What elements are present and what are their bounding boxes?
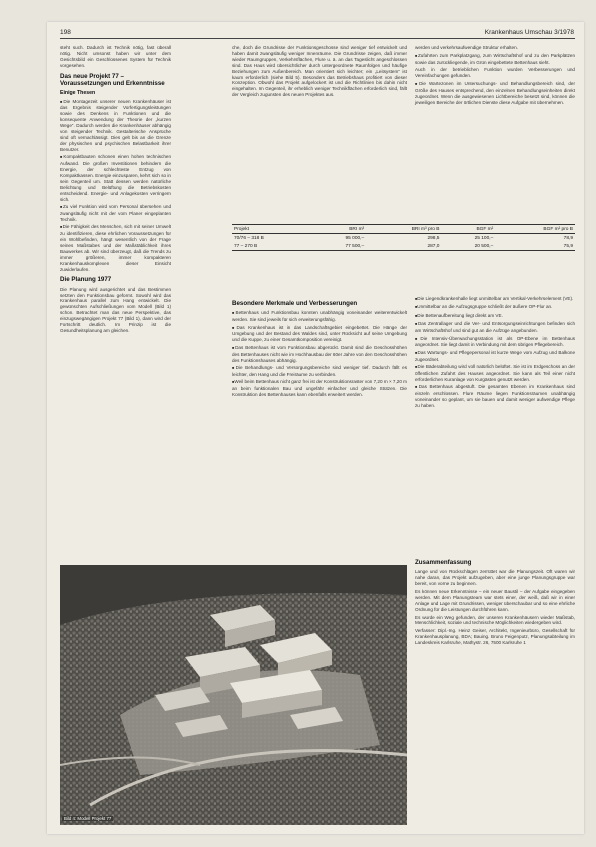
list-item: ■ Die Bäderabteilung wird voll natürlich belüftet. Sie ist im Erdgeschoss an der öffentlichen Zufahrt des Hauses angeordnet. Sie kann als Teil einer nicht erforderlichen Kuranlage von Kurgästen genutzt werden. bbox=[415, 364, 575, 383]
list-item: ■ Das Bettenhaus ist vom Funktionsbau abgerückt. Damit sind die Geschosshöhen des Bettenhauses nicht wie im Hochhausbau der 60er Jahre von den Geschosshöhen des Funktionshauses abhängig. bbox=[232, 345, 407, 364]
table-header: Projekt bbox=[232, 225, 312, 234]
table-cell: 70/76 – 318 B bbox=[234, 235, 264, 241]
list-item: ■ Unmittelbar an die Aufzugsgruppe schließt der äußere OP-Flur an. bbox=[415, 304, 575, 311]
table-cell: 77 – 270 B bbox=[232, 242, 312, 251]
planning-text: Die Planung wird ausgerichtet und das Bestimmen setzten den Funktionsbau geformt. Sowohl wird das Krankenhaus parallel zum Hang entwickelt. Die gewünschten Aufschließungen vom Modell (Bild 1) schon. Betrachtet man das neue Perspektive, das einzugswegängigen Projekt 77 (Bild 1), dann wird der Fortschritt deutlich. Im Prinzip ist die Gesundheitsplanung am gleichen. bbox=[60, 286, 171, 333]
heading-new-project: Das neue Projekt 77 – Voraussetzungen und Erkenntnisse bbox=[60, 72, 165, 87]
improvements-list bbox=[415, 296, 575, 409]
table-cell: 77 500,– bbox=[312, 242, 366, 251]
list-item: ■ Die Bettenaufbereitung liegt direkt am VE. bbox=[415, 313, 575, 320]
table-header: BGF m² pro B bbox=[495, 225, 575, 234]
table-header-row bbox=[232, 225, 575, 234]
column-3-lower bbox=[415, 296, 575, 411]
header-rule bbox=[60, 38, 575, 39]
list-item: ■ Das Bettenhaus abgestuft. Die gesamten Ebenen im Krankenhaus sind einzeln erschlossen. Flure Räume liegen Funktionsräumen unabhängig voneinander so geplant, um sie bauen und damit weniger aufwendige Pflege zu haben. bbox=[415, 384, 575, 409]
table-cell: 78,9 bbox=[563, 235, 573, 241]
column-2-lower bbox=[232, 296, 407, 399]
column-3-list bbox=[415, 53, 575, 66]
column-3-list-2 bbox=[415, 81, 575, 106]
table-cell: 75,9 bbox=[495, 242, 575, 251]
running-title: Krankenhaus Umschau 3/1978 bbox=[484, 29, 574, 36]
photo-caption: Bild 4: Modell Projekt 77 bbox=[64, 816, 112, 821]
list-item: ■ Das Zentrallager und die Ver- und Entsorgungseinrichtungen befinden sich am Wirtschaftshof und sind gut an die Aufzüge angebunden. bbox=[415, 321, 575, 334]
column-1 bbox=[60, 45, 171, 336]
model-photo bbox=[60, 565, 407, 825]
credits: Verfasser: Dipl.-Ing. Heinz Geiser, Architekt, Ingenieurbüro, Gesellschaft für Krankenhausplanung, BDA; Bauing. Bruno Feigenputz, Planungsabteilung im Landeskreis Karlsruhe, Mathystr. 26, 7500 Karlsruhe 1 bbox=[415, 628, 575, 646]
heading-summary: Zusammenfassung bbox=[415, 559, 472, 566]
column-1-intro: steht such. Dadurch ist Technik nötig, fast überall nötig. Nicht umsonst haben wir unter dem Gesichtsbild ein Geschlossenes System für Technik vorgesehen. bbox=[60, 45, 171, 68]
table-row bbox=[232, 234, 575, 243]
list-item: ■ Das Krankenhaus ist in das Landschaftsgebiet eingebettet. Die Hänge der Umgebung und der Bestand des Waldes sind, unter Rücksicht auf seine Umgebung und die Kuppe, zu einer Gesamtkomposition vereinigt. bbox=[232, 325, 407, 344]
table-row bbox=[232, 242, 575, 251]
table-cell: 20 500,– bbox=[441, 242, 495, 251]
list-item: ■ Kompaktbauten schonen einen hohen technischen Aufwand. Die großen Investitionen behindern die Energie, der schlechteste Entzug von Kompaktkassen. Energie einzusparen, kehrt sich so in sein Gegenteil um. Statt dessen werden natürliche Belichtung und Belüftung die Betriebskosten entscheidend. Energie- und Anlagekosten verringern sich. bbox=[60, 154, 171, 202]
heading-features: Besondere Merkmale und Verbesserungen bbox=[232, 300, 358, 307]
list-item: ■ Zu viel Funktion wird vom Personal übersehen und zwangsläufig nicht mit der vom Planer eingeplanten Technik. bbox=[60, 204, 171, 223]
table-header: BGF m² bbox=[441, 225, 495, 234]
heading-planning: Die Planung 1977 bbox=[60, 276, 112, 284]
list-item: ■ Weil beim Bettenhaus nicht ganz frei ist der Konstruktionsraster von 7,20 m × 7,20 m an beim funktionalen Bau und ungefähr einfacher und gleiche Stützen. Die Konstruktion des Bettenhauses kann ebenfalls erweitert werden. bbox=[232, 379, 407, 398]
column-2-text: che, doch die Grundrisse der Funktionsgeschosse sind weniger tief entwickelt und haben damit zwangsläufig weniger Innenräume. Die Grundrisse zeigen, daß immer wieder Raumgruppen, Verkehrsflächen, Flure u. ä. an das Tageslicht angeschlossen sind. Das Haus wird übersichtlicher durch untergeordnete Raumfolgen und häufige Beziehungen zum Außenbereich. Man orientiert sich leichter; ein „Leitsystem“ ist kaum erforderlich (siehe Bild 5). Besonders das Betriebshaus profitiert von dieser Konzeption. Obwohl das Projekt aufgelockert ist und die Richtlinien bis dahin nicht eingehalten. Im Gegenteil, ihr erheblich weniger Technikflächen erforderlich sind, fällt der Vergleich zugunsten des neuen Projektes aus. bbox=[232, 45, 407, 98]
comparison-table bbox=[232, 224, 575, 251]
table-header: BRI m³ bbox=[312, 225, 366, 234]
page-number: 198 bbox=[60, 29, 71, 36]
list-item: ■ Die Fähigkeit des Menschen, sich mit seiner Umwelt zu identifizieren, diese ehrlichen Voraussetzungen für ein Wohlbefinden, hängt wesentlich von der Frage seines Maßstabes und der Maßstäblichkeit ihres Bauwerkes ab. Wir sind überzeugt, daß die Trends zu immer größeren, immer kompakteren Krankenhauskomplexen dieser Einsicht zuwiderlaufen. bbox=[60, 224, 171, 272]
list-item: ■ Bettenhaus und Funktionsbau konnten unabhängig voneinander weiterentwickelt werden. Sie sind jeweils für sich erweiterungsfähig. bbox=[232, 310, 407, 323]
list-item: ■ Das Wartungs- und Pflegepersonal ist kurze Wege vom Aufzug und Balkone zugeordnet. bbox=[415, 350, 575, 363]
summary-text: Lange und von Rückschlägen zerrüttet war die Planungszeit. Oft waren wir nahe daran, das Projekt aufzugeben, aber eine junge Planungsgruppe war bereit, von vorne zu beginnen. bbox=[415, 569, 575, 587]
list-item: ■ Die Behandlungs- und Versorgungsbereiche sind weniger tief. Dadurch fällt es leichter, den Hang und die Freiräume zu verbinden. bbox=[232, 365, 407, 378]
summary-text: Es wurde ein Weg gefunden, der unseren Krankenhäusern wieder Maßstab, Menschlichkeit, soziale und technische Möglichkeiten wiedergeben wird. bbox=[415, 614, 575, 626]
column-3-extra: Auch in der betrieblichen Funktion wurden Verbesserungen und Vereinfachungen gefunden. bbox=[415, 67, 575, 79]
features-list bbox=[232, 310, 407, 398]
theses-list bbox=[60, 99, 171, 273]
list-item: ■ Die Intensiv-Überwachungsstation ist als OP-Ebene im Bettenhaus angeordnet. Sie liegt damit in Verbindung mit dem übrigen Pflegebereich. bbox=[415, 336, 575, 349]
column-3-text: werden und verkehrsaufwendige Struktur erhalten. bbox=[415, 45, 518, 50]
column-2 bbox=[232, 45, 407, 100]
list-item: ■ Die Montagezeit unserer neuen Krankenhäuser ist das Ergebnis steigender Vorfertigungsleistungen sowie des Denkens in Funktionen und die konsequente Anwendung der Theorie der „kurzen Wege“. Dadurch werden die Krankenhäuser abhängig von steigender Technik. Gestalterische Ansprüche sind oft vernachlässigt. Dies gelt bis an die Grenze der physischen und psychischen Belastbarkeit ihrer Benutzer. bbox=[60, 99, 171, 153]
summary-section bbox=[415, 555, 575, 825]
list-item: ■ Die Liegendkrankenhalle liegt unmittelbar am Vertikal-Verkehrselement (VE). bbox=[415, 296, 575, 303]
list-item: ■ Die Wartezonen im Untersuchungs- und Behandlungsbereich sind, der Größe des Hauses entsprechend, den einzelnen Behandlungseinheiten direkt zugeordnet. Wenn die ausgewiesenen Lichtbereiche besetzt sind, können die jeweiligen Bereiche der örtlichen Dienste diese Aufgabe mit übernehmen. bbox=[415, 81, 575, 106]
column-3 bbox=[415, 45, 575, 107]
table-cell: 287,0 bbox=[366, 242, 441, 251]
table-header: BRI m³ pro B bbox=[366, 225, 441, 234]
table-cell: 95 000,– bbox=[345, 235, 365, 241]
table-cell: 25 100,– bbox=[474, 235, 494, 241]
table-cell: 298,5 bbox=[427, 235, 440, 241]
list-item: ■ Zufahrten zum Parkplatzgang, zum Wirtschaftshof und zu den Parkplätzen sowie das zurückliegende, im Grün eingebettete Bettenhaus sieht. bbox=[415, 53, 575, 66]
heading-theses: Einige Thesen bbox=[60, 90, 96, 97]
summary-text: Es können neue Erkenntnisse – ein neuer Baustil – der Aufgabe eingegeben werden. Mit dem Planungsteam war stets einer, der weiß, daß wir in einer Anlage und Lage mit Grundrissen, weniger überschaubar und so eine ehrliche Ordnung für die Leistungen durchführen kann. bbox=[415, 588, 575, 612]
